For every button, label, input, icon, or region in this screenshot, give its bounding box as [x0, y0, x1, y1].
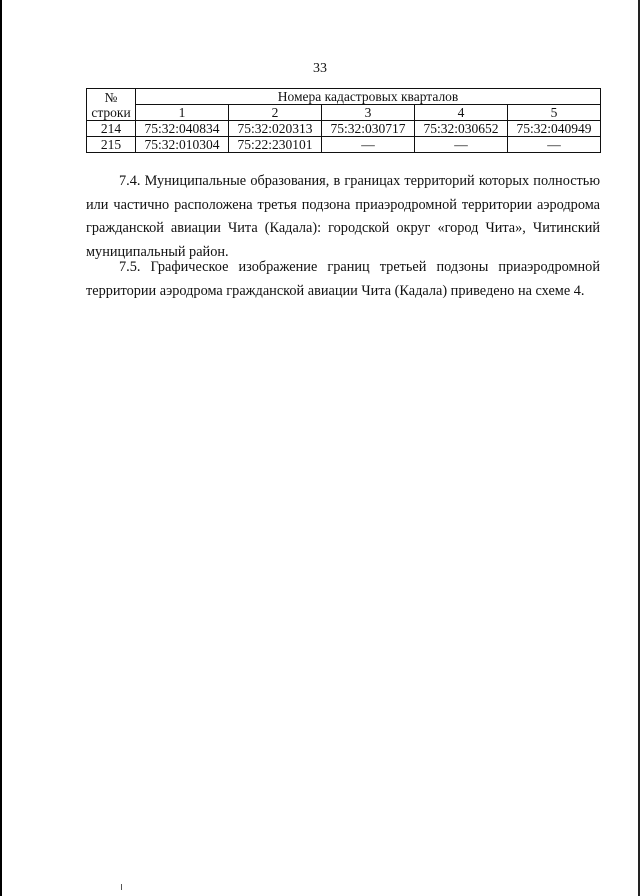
column-number-row — [87, 105, 601, 121]
scan-artifact-mark — [121, 884, 122, 890]
row-number-label: строки — [91, 104, 131, 120]
paragraph-7-5 — [86, 256, 600, 303]
cadastral-number: 75:32:030652 — [415, 121, 508, 137]
cadastral-group-header: Номера кадастровых кварталов — [136, 89, 601, 105]
cadastral-number: 75:32:020313 — [229, 121, 322, 137]
empty-cell-dash: — — [508, 137, 601, 153]
paragraph-text: 7.5. Графическое изображение границ третьей подзоны приаэродромной территории аэродрома гражданской авиации Чита (Кадала) приведено на схеме 4. — [86, 259, 600, 299]
cadastral-number: 75:32:040834 — [136, 121, 229, 137]
cadastral-quarters-table — [86, 88, 601, 153]
table-row — [87, 137, 601, 153]
row-number: 215 — [87, 137, 136, 153]
row-number-header — [87, 89, 136, 121]
row-number: 214 — [87, 121, 136, 137]
column-number: 3 — [322, 105, 415, 121]
empty-cell-dash: — — [415, 137, 508, 153]
column-number: 5 — [508, 105, 601, 121]
table-row — [87, 121, 601, 137]
cadastral-number: 75:32:010304 — [136, 137, 229, 153]
column-number: 4 — [415, 105, 508, 121]
paragraph-7-4 — [86, 170, 600, 264]
scan-left-edge — [0, 0, 2, 896]
empty-cell-dash: — — [322, 137, 415, 153]
table-header-row — [87, 89, 601, 105]
paragraph-text: 7.4. Муниципальные образования, в границах территорий которых полностью или частично расположена третья подзона приаэродромной территории аэродрома гражданской авиации Чита (Кадала): городской округ «город Чита», Читинский муниципальный район. — [86, 173, 600, 260]
cadastral-number: 75:22:230101 — [229, 137, 322, 153]
page-number: 33 — [313, 61, 327, 76]
cadastral-number: 75:32:040949 — [508, 121, 601, 137]
column-number: 2 — [229, 105, 322, 121]
row-number-symbol: № — [104, 89, 118, 105]
column-number: 1 — [136, 105, 229, 121]
cadastral-number: 75:32:030717 — [322, 121, 415, 137]
